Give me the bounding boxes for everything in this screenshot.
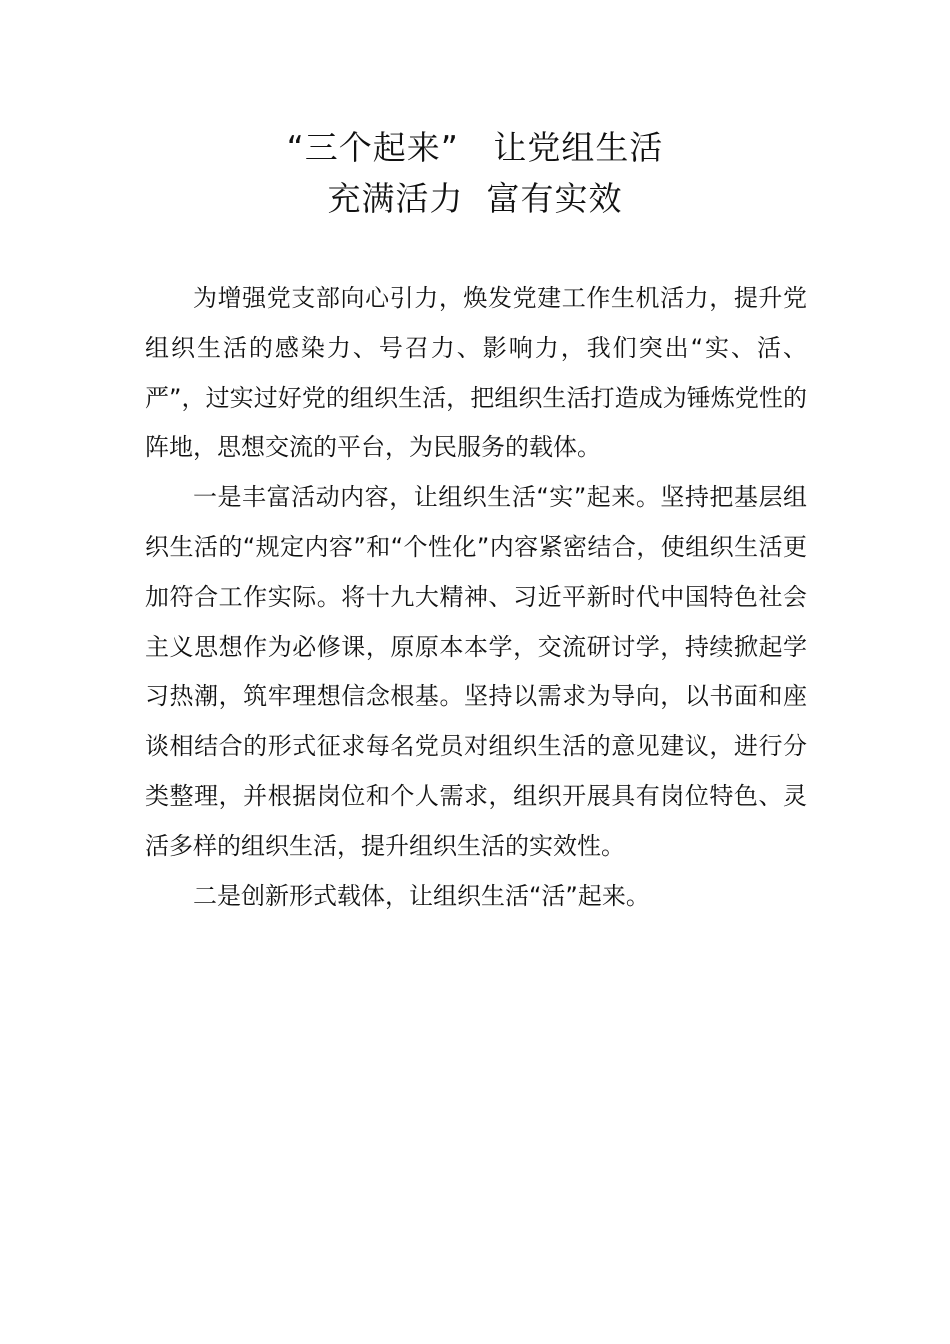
title-line-2: 充满活力 富有实效: [327, 179, 623, 218]
paragraph-point-two: 二是创新形式载体，让组织生活“活”起来。: [193, 881, 650, 910]
document-body: [145, 274, 807, 921]
paragraph-intro: 为增强党支部向心引力，焕发党建工作生机活力，提升党组织生活的感染力、号召力、影响力，我们突出“实、活、严”，过实过好党的组织生活，把组织生活打造成为锤炼党性的阵地，思想交流的平台，为民服务的载体。: [145, 284, 807, 462]
paragraph-point-one: 一是丰富活动内容，让组织生活“实”起来。坚持把基层组织生活的“规定内容”和“个性化”内容紧密结合，使组织生活更加符合工作实际。将十九大精神、习近平新时代中国特色社会主义思想作为必修课，原原本本学，交流研讨学，持续掀起学习热潮，筑牢理想信念根基。坚持以需求为导向，以书面和座谈相结合的形式征求每名党员对组织生活的意见建议，进行分类整理，并根据岗位和个人需求，组织开展具有岗位特色、灵活多样的组织生活，提升组织生活的实效性。: [145, 483, 807, 860]
document-title: [0, 122, 950, 224]
title-line-1: “三个起来” 让党组生活: [286, 128, 664, 167]
